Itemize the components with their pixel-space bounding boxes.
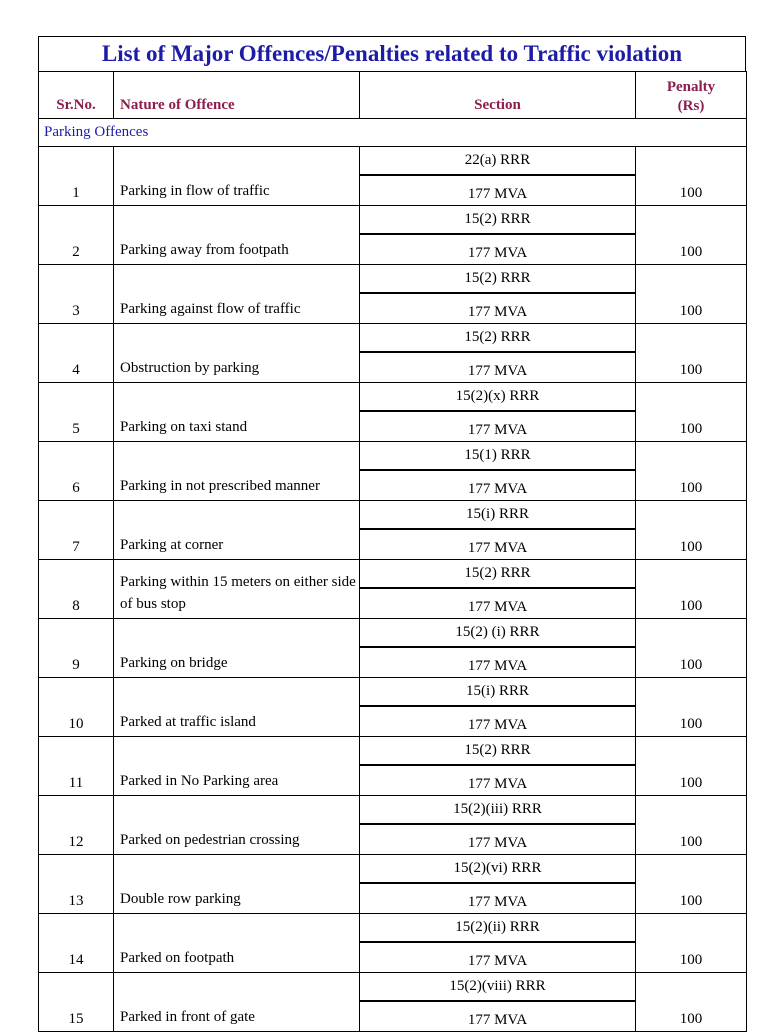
row-section-mva: 177 MVA: [360, 234, 636, 265]
page-title: List of Major Offences/Penalties related to Traffic violation: [38, 36, 746, 72]
row-section-rrr: 15(1) RRR: [360, 442, 636, 471]
row-section-mva: 177 MVA: [360, 647, 636, 678]
table-row: [39, 796, 747, 825]
offences-sheet: [38, 36, 746, 1028]
row-sr-no: 15: [39, 973, 114, 1032]
row-sr-no: 5: [39, 383, 114, 442]
row-section-rrr: 15(2) RRR: [360, 737, 636, 766]
row-section-mva: 177 MVA: [360, 706, 636, 737]
row-section-rrr: 22(a) RRR: [360, 147, 636, 176]
row-sr-no: 10: [39, 678, 114, 737]
row-sr-no: 6: [39, 442, 114, 501]
row-nature: Parked in No Parking area: [114, 737, 360, 796]
row-nature: Parking within 15 meters on either side of bus stop: [114, 560, 360, 619]
table-row: [39, 383, 747, 412]
table-row: [39, 206, 747, 235]
header-sr-no: Sr.No.: [39, 72, 114, 119]
table-row: [39, 678, 747, 707]
header-penalty-label: Penalty: [666, 79, 716, 95]
row-section-rrr: 15(2)(vi) RRR: [360, 855, 636, 884]
row-penalty: 100: [636, 206, 747, 265]
row-sr-no: 3: [39, 265, 114, 324]
row-penalty: 100: [636, 737, 747, 796]
row-section-rrr: 15(2)(x) RRR: [360, 383, 636, 412]
row-section-rrr: 15(2) RRR: [360, 265, 636, 294]
row-penalty: 100: [636, 147, 747, 206]
row-penalty: 100: [636, 560, 747, 619]
row-penalty: 100: [636, 678, 747, 737]
row-nature: Parking on taxi stand: [114, 383, 360, 442]
row-section-rrr: 15(2) RRR: [360, 324, 636, 353]
table-row: [39, 442, 747, 471]
row-sr-no: 8: [39, 560, 114, 619]
category-row: [39, 119, 747, 147]
table-row: [39, 324, 747, 353]
row-section-mva: 177 MVA: [360, 588, 636, 619]
table-row: [39, 855, 747, 884]
offences-table: [38, 71, 747, 1032]
table-row: [39, 914, 747, 943]
row-sr-no: 14: [39, 914, 114, 973]
row-nature: Parking against flow of traffic: [114, 265, 360, 324]
row-section-rrr: 15(2) RRR: [360, 560, 636, 589]
row-section-mva: 177 MVA: [360, 765, 636, 796]
row-sr-no: 12: [39, 796, 114, 855]
row-penalty: 100: [636, 855, 747, 914]
row-penalty: 100: [636, 265, 747, 324]
row-sr-no: 1: [39, 147, 114, 206]
row-sr-no: 4: [39, 324, 114, 383]
table-row: [39, 265, 747, 294]
row-section-rrr: 15(i) RRR: [360, 678, 636, 707]
row-nature: Parking on bridge: [114, 619, 360, 678]
row-sr-no: 11: [39, 737, 114, 796]
row-sr-no: 7: [39, 501, 114, 560]
row-nature: Parking in flow of traffic: [114, 147, 360, 206]
row-penalty: 100: [636, 619, 747, 678]
header-nature: Nature of Offence: [114, 72, 360, 119]
row-penalty: 100: [636, 324, 747, 383]
row-section-mva: 177 MVA: [360, 1001, 636, 1032]
row-penalty: 100: [636, 383, 747, 442]
table-row: [39, 147, 747, 176]
header-penalty-unit: (Rs): [677, 98, 705, 114]
row-nature: Obstruction by parking: [114, 324, 360, 383]
row-nature: Parked on pedestrian crossing: [114, 796, 360, 855]
row-section-mva: 177 MVA: [360, 824, 636, 855]
row-nature: Parking away from footpath: [114, 206, 360, 265]
row-section-mva: 177 MVA: [360, 529, 636, 560]
header-penalty: [636, 72, 747, 119]
row-nature: Parking at corner: [114, 501, 360, 560]
table-row: [39, 560, 747, 589]
header-row: [39, 72, 747, 119]
row-nature: Parked at traffic island: [114, 678, 360, 737]
row-nature: Parked on footpath: [114, 914, 360, 973]
row-section-mva: 177 MVA: [360, 470, 636, 501]
row-sr-no: 2: [39, 206, 114, 265]
row-nature: Double row parking: [114, 855, 360, 914]
row-section-mva: 177 MVA: [360, 175, 636, 206]
row-section-rrr: 15(2)(ii) RRR: [360, 914, 636, 943]
table-row: [39, 737, 747, 766]
row-penalty: 100: [636, 914, 747, 973]
row-penalty: 100: [636, 501, 747, 560]
row-penalty: 100: [636, 442, 747, 501]
row-sr-no: 9: [39, 619, 114, 678]
row-section-mva: 177 MVA: [360, 411, 636, 442]
table-row: [39, 501, 747, 530]
row-sr-no: 13: [39, 855, 114, 914]
row-nature: Parked in front of gate: [114, 973, 360, 1032]
row-penalty: 100: [636, 973, 747, 1032]
row-section-rrr: 15(i) RRR: [360, 501, 636, 530]
row-section-rrr: 15(2)(viii) RRR: [360, 973, 636, 1002]
row-section-mva: 177 MVA: [360, 883, 636, 914]
row-section-mva: 177 MVA: [360, 352, 636, 383]
table-row: [39, 619, 747, 648]
row-section-rrr: 15(2) (i) RRR: [360, 619, 636, 648]
row-section-rrr: 15(2)(iii) RRR: [360, 796, 636, 825]
table-row: [39, 973, 747, 1002]
row-penalty: 100: [636, 796, 747, 855]
row-section-mva: 177 MVA: [360, 293, 636, 324]
category-label: Parking Offences: [39, 119, 747, 147]
row-section-rrr: 15(2) RRR: [360, 206, 636, 235]
row-section-mva: 177 MVA: [360, 942, 636, 973]
row-nature: Parking in not prescribed manner: [114, 442, 360, 501]
header-section: Section: [360, 72, 636, 119]
